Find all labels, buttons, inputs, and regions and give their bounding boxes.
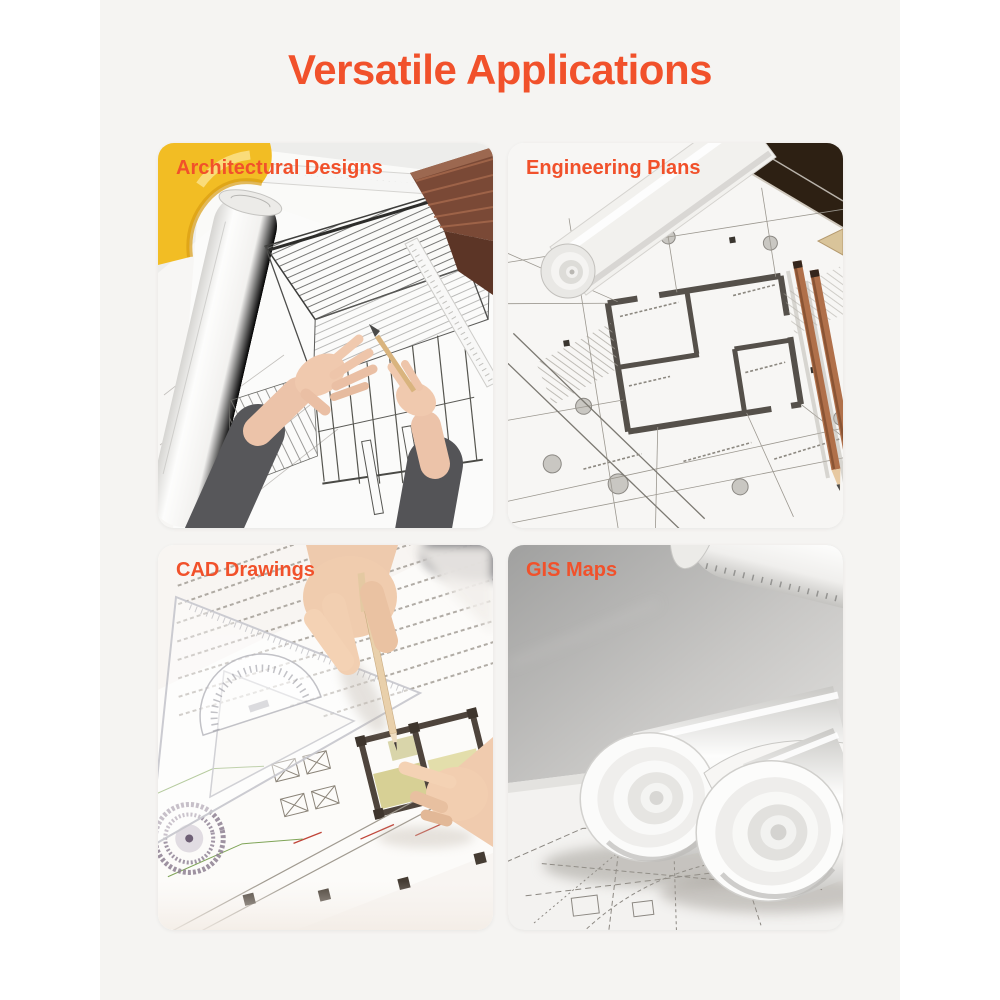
gis-maps-photo bbox=[508, 545, 843, 930]
cad-drawings-photo bbox=[158, 545, 493, 930]
application-label: CAD Drawings bbox=[176, 559, 315, 581]
marketing-panel bbox=[100, 0, 900, 1000]
card-engineering-plans bbox=[508, 143, 843, 528]
architectural-designs-photo bbox=[158, 143, 493, 528]
engineering-plans-photo bbox=[508, 143, 843, 528]
foreground-blur bbox=[158, 881, 493, 930]
page-title: Versatile Applications bbox=[288, 46, 712, 93]
card-architectural-designs bbox=[158, 143, 493, 528]
applications-grid bbox=[158, 143, 843, 930]
application-label: Architectural Designs bbox=[176, 157, 383, 179]
card-gis-maps bbox=[508, 545, 843, 930]
application-label: GIS Maps bbox=[526, 559, 618, 581]
card-cad-drawings bbox=[158, 545, 493, 930]
application-label: Engineering Plans bbox=[526, 157, 701, 179]
